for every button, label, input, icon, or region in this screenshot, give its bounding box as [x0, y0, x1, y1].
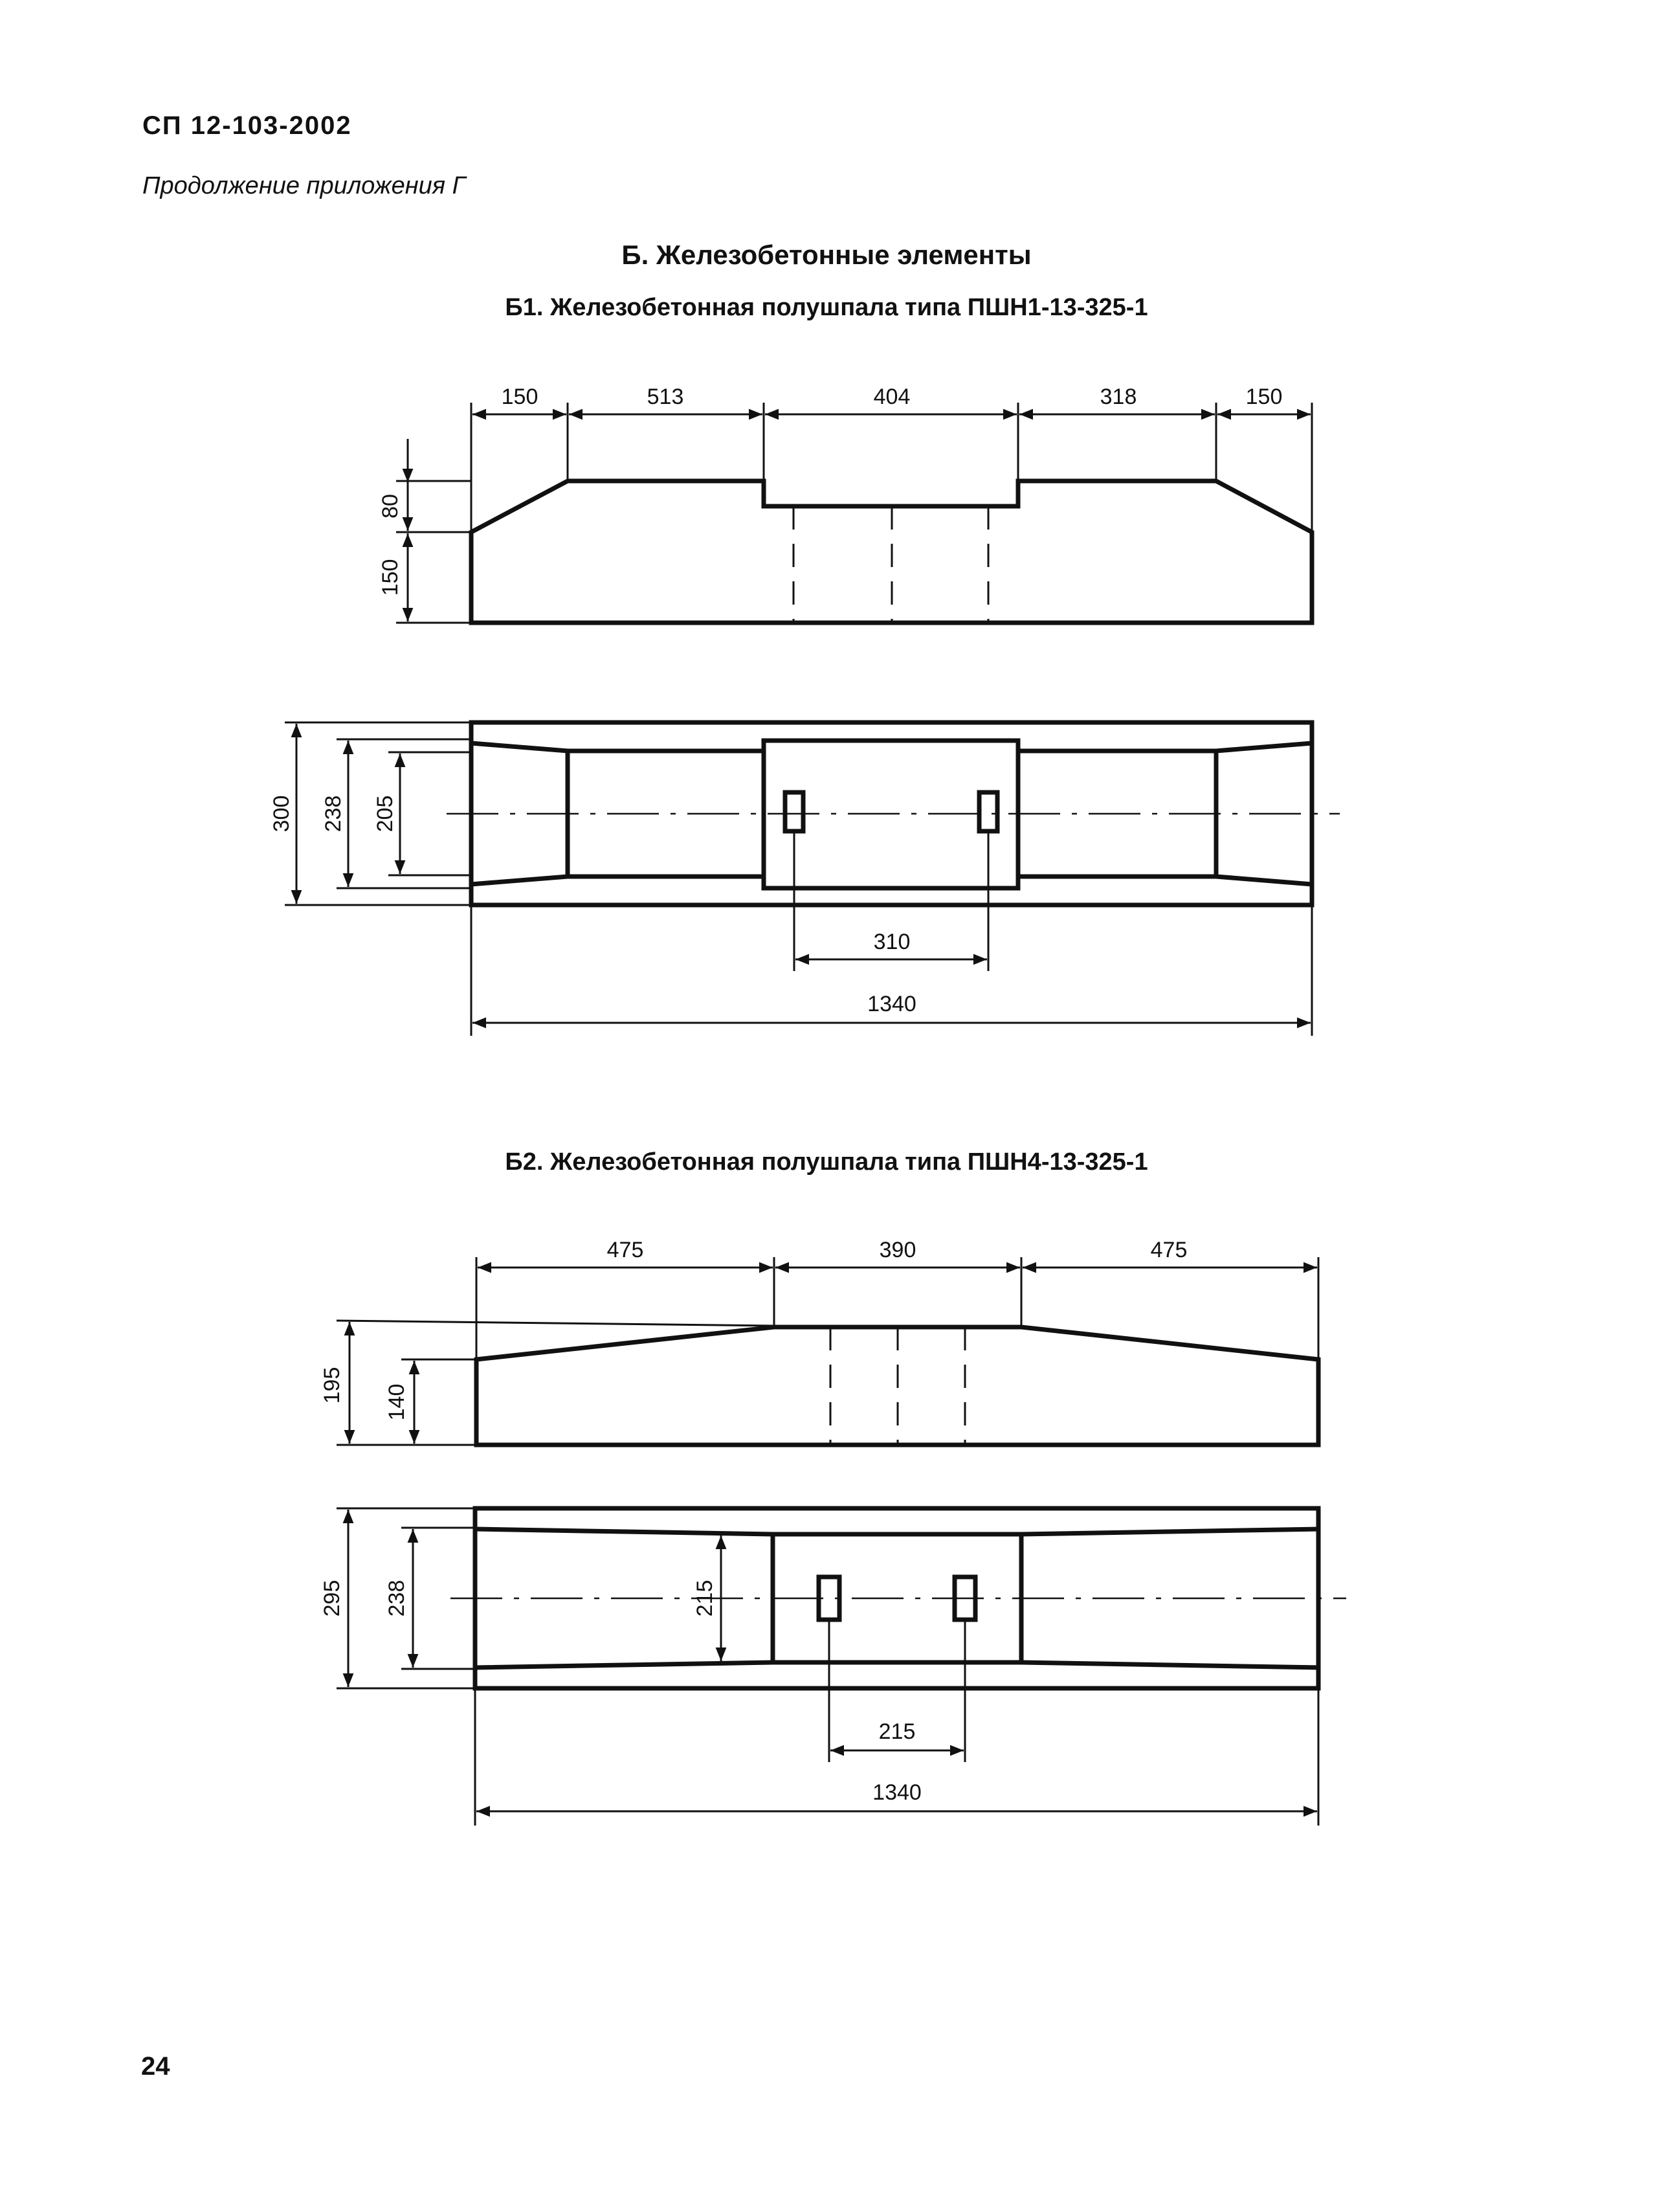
figure-b2-elevation: [320, 1238, 1318, 1445]
page-number: 24: [141, 2052, 170, 2081]
b2-dim-left-1: 195: [320, 1367, 344, 1404]
b2-dim-plan-2: 238: [384, 1580, 409, 1617]
b1-dim-bottom-1: 310: [873, 930, 911, 954]
b2-dim-left-2: 140: [384, 1383, 409, 1421]
b2-dim-top-3: 475: [1150, 1238, 1188, 1262]
b1-dim-left-2: 150: [378, 559, 403, 596]
b1-dim-top-2: 513: [647, 385, 684, 409]
b1-dim-top-5: 150: [1245, 385, 1283, 409]
b1-dim-top-1: 150: [501, 385, 538, 409]
b2-dim-plan-3: 215: [693, 1580, 717, 1617]
section-title: Б. Железобетонные элементы: [621, 240, 1032, 270]
b2-dim-top-2: 390: [879, 1238, 916, 1262]
b2-dim-bottom-2: 1340: [872, 1780, 922, 1805]
b1-dim-plan-2: 238: [321, 795, 346, 832]
b1-dim-plan-3: 205: [373, 795, 397, 832]
figure-b2-plan: [320, 1508, 1346, 1826]
b1-dim-bottom-2: 1340: [867, 992, 916, 1016]
b1-dim-top-3: 404: [873, 385, 911, 409]
figure-b1-plan: [269, 722, 1340, 1036]
document-code: СП 12-103-2002: [142, 111, 352, 140]
figure-b2-title: Б2. Железобетонная полушпала типа ПШН4-13-325-1: [505, 1148, 1148, 1176]
appendix-continuation: Продолжение приложения Г: [142, 172, 466, 199]
b1-bolt-hole-right: [979, 792, 997, 831]
b2-dim-top-1: 475: [606, 1238, 644, 1262]
figure-b1-elevation: [378, 385, 1312, 623]
b1-dim-plan-1: 300: [269, 795, 294, 832]
b1-bolt-hole-left: [785, 792, 803, 831]
b2-dim-bottom-1: 215: [878, 1719, 916, 1744]
b2-dim-plan-1: 295: [320, 1580, 344, 1617]
b1-dim-left-1: 80: [378, 494, 403, 519]
figure-b1-title: Б1. Железобетонная полушпала типа ПШН1-13-325-1: [505, 294, 1148, 321]
b1-dim-top-4: 318: [1100, 385, 1137, 409]
